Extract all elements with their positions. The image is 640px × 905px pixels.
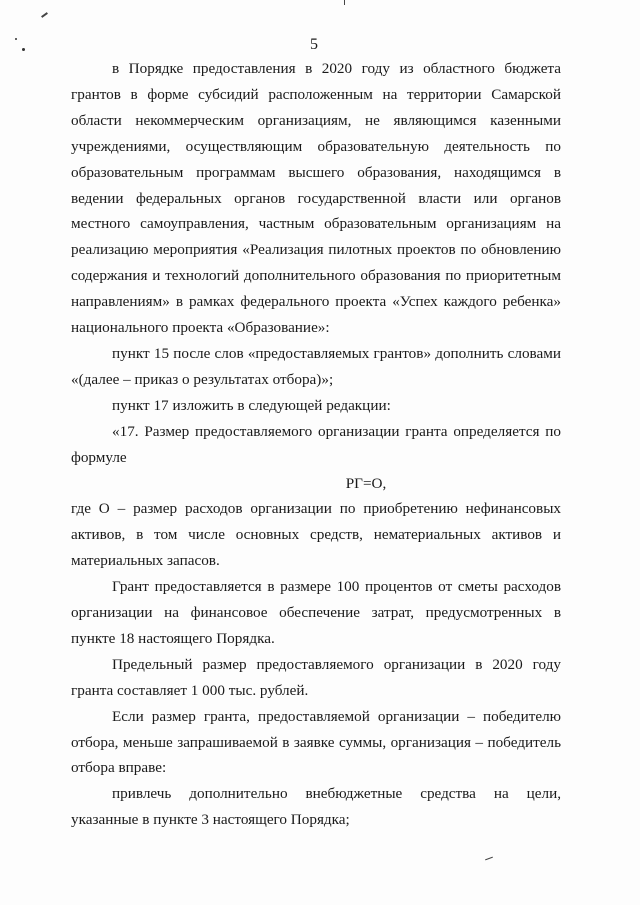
document-body — [71, 56, 561, 833]
paragraph-grant-limit: Предельный размер предоставляемого организации в 2020 году гранта составляет 1 000 тыс. рублей. — [71, 655, 561, 699]
scan-artifact — [41, 12, 48, 18]
paragraph-item-17-text: «17. Размер предоставляемого организации гранта определяется по формуле — [71, 422, 561, 466]
page-number: 5 — [310, 36, 318, 53]
formula: РГ=О, — [345, 474, 387, 492]
paragraph-grant-percent: Грант предоставляется в размере 100 процентов от сметы расходов организации на финансовое обеспечение затрат, предусмотренных в пункте 18 настоящего Порядка. — [71, 578, 561, 647]
paragraph-extra-funds: привлечь дополнительно внебюджетные средства на цели, указанные в пункте 3 настоящего Порядка; — [71, 785, 561, 829]
paragraph-grant-procedure: в Порядке предоставления в 2020 году из областного бюджета грантов в форме субсидий расположенным на территории Самарской области некоммерческим организациям, не являющимся казенными учреждениями, осуществляющим образовательную деятельность по образовательным программам высшего образования, находящимся в ведении федеральных органов государственной власти или органов местного самоуправления, частным образовательным организациям на реализацию мероприятия «Реализация пилотных проектов по обновлению содержания и технологий дополнительного образования по приоритетным направлениям» в рамках федерального проекта «Успех каждого ребенка» национального проекта «Образование»: — [71, 60, 561, 337]
paragraph-grant-smaller: Если размер гранта, предоставляемой организации – победителю отбора, меньше запрашиваемой в заявке суммы, организация – победитель отбора вправе: — [71, 707, 561, 777]
paragraph-item-15: пункт 15 после слов «предоставляемых грантов» дополнить словами «(далее – приказ о результатах отбора)»; — [71, 344, 561, 388]
scan-artifact — [344, 0, 345, 5]
scan-artifact — [485, 857, 493, 861]
paragraph-item-17-intro: пункт 17 изложить в следующей редакции: — [112, 396, 391, 414]
paragraph-formula-definition: где О – размер расходов организации по приобретению нефинансовых активов, в том числе основных средств, нематериальных активов и материальных запасов. — [71, 500, 561, 570]
